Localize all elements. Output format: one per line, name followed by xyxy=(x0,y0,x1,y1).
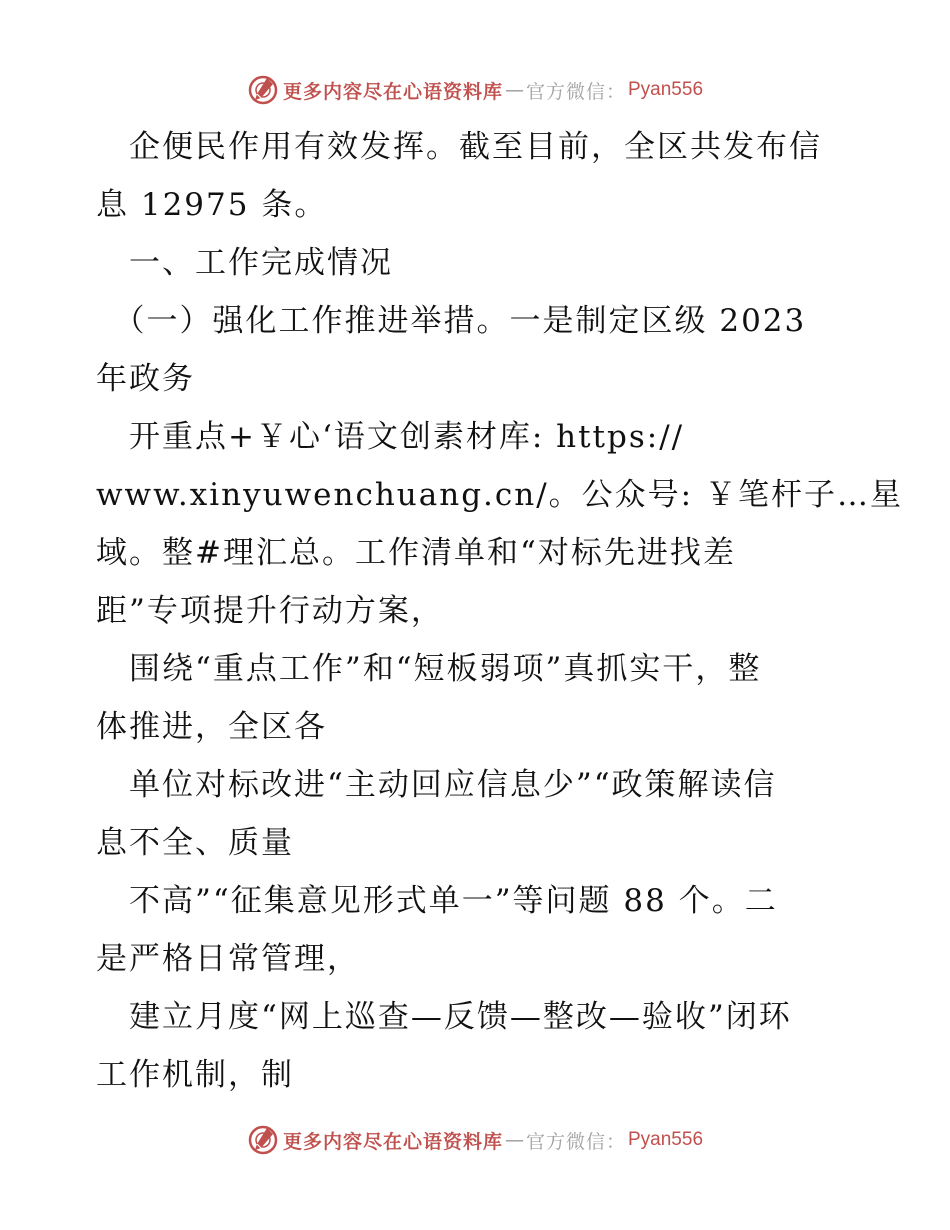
text-line: 息 12975 条。 xyxy=(96,187,328,223)
header-banner xyxy=(0,70,950,110)
footer-banner-sub-text: 官方微信： xyxy=(525,1130,626,1153)
header-banner-sub-text: 官方微信： xyxy=(525,80,626,103)
text-line: 是严格日常管理， xyxy=(96,941,360,977)
text-line: 企便民作用有效发挥。截至目前，全区共发布信 xyxy=(96,129,822,165)
text-line: 距”专项提升行动方案， xyxy=(96,593,444,629)
text-line: 体推进，全区各 xyxy=(96,709,327,745)
text-line: 建立月度“网上巡查—反馈—整改—验收”闭环 xyxy=(96,999,792,1035)
footer-banner-handle: Pyan556 xyxy=(628,1129,704,1150)
text-line: 息不全、质量 xyxy=(96,825,294,861)
footer-banner xyxy=(0,1120,950,1160)
text-line: 不高”“征集意见形式单一”等问题 88 个。二 xyxy=(96,883,778,919)
text-line: 围绕“重点工作”和“短板弱项”真抓实干，整 xyxy=(96,651,762,687)
section-heading: 一、工作完成情况 xyxy=(96,245,393,281)
text-line: （一）强化工作推进举措。一是制定区级 2023 xyxy=(96,303,807,339)
header-banner-separator: — xyxy=(504,79,524,101)
pen-logo-icon xyxy=(247,74,279,106)
text-line: 单位对标改进“主动回应信息少”“政策解读信 xyxy=(96,767,777,803)
text-line: 开重点+￥心‘语文创素材库: https:// xyxy=(96,419,685,455)
footer-banner-main-text: 更多内容尽在心语资料库 xyxy=(282,1130,503,1153)
header-banner-main-text: 更多内容尽在心语资料库 xyxy=(282,80,503,103)
text-line: 域。整#理汇总。工作清单和“对标先进找差 xyxy=(96,535,736,571)
text-line: www.xinyuwenchuang.cn/。公众号: ￥笔杆子…星 xyxy=(96,477,903,513)
header-banner-handle: Pyan556 xyxy=(628,79,704,100)
text-line: 工作机制，制 xyxy=(96,1057,294,1093)
pen-logo-icon xyxy=(247,1124,279,1156)
text-line: 年政务 xyxy=(96,361,195,397)
footer-banner-separator: — xyxy=(504,1129,524,1151)
